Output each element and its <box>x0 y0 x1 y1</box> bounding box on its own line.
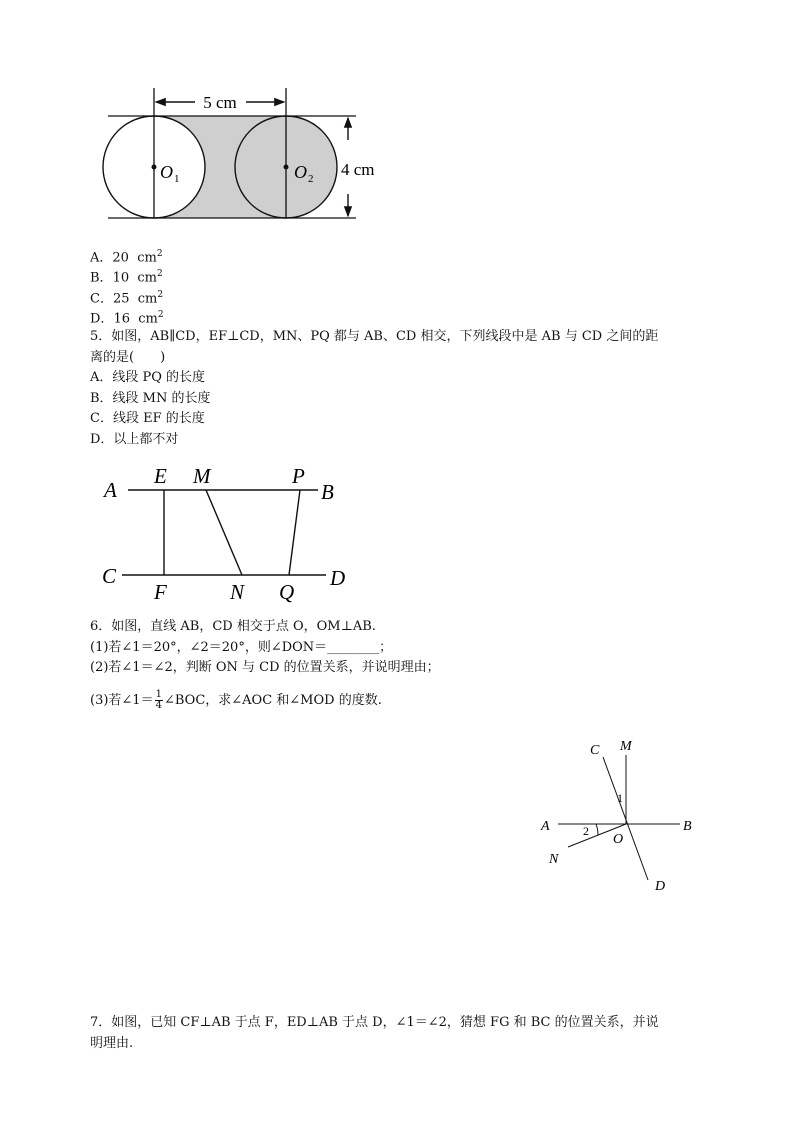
angle-1-label: 1 <box>617 791 623 805</box>
label-p: P <box>292 464 305 488</box>
q6-part3: (3)若∠1＝ $\frac{1}{4}$ ∠BOC，求∠AOC 和∠MOD 的度数. <box>90 689 382 711</box>
label-m: M <box>620 739 632 754</box>
label-c: C <box>590 743 600 758</box>
q4-option-b: B．10 $cm^2$ <box>90 269 163 286</box>
q6-stem: 6．如图，直线 AB，CD 相交于点 O，OM⊥AB. <box>90 619 376 634</box>
q4-option-a: A．20 $cm^2$ <box>90 249 163 266</box>
q4-option-c: C．25 $cm^2$ <box>90 290 164 307</box>
label-b: B <box>321 480 334 504</box>
label-o2-sub: 2 <box>308 173 314 185</box>
fraction-one-quarter: $\frac{1}{4}$ <box>155 689 162 711</box>
q4-option-d: D．16 $cm^2$ <box>90 310 164 327</box>
label-n: N <box>549 852 559 867</box>
label-o2: O <box>294 162 307 182</box>
q5-option-b: B．线段 MN 的长度 <box>90 391 211 406</box>
q5-option-a: A．线段 PQ 的长度 <box>90 370 206 385</box>
q5-stem-line1: 5．如图，AB∥CD，EF⊥CD，MN、PQ 都与 AB、CD 相交，下列线段中是 AB 与 CD 之间的距 <box>90 329 659 344</box>
q6-part2: (2)若∠1＝∠2，判断 ON 与 CD 的位置关系，并说明理由； <box>90 660 440 675</box>
q5-option-c: C．线段 EF 的长度 <box>90 411 205 426</box>
angle-2-label: 2 <box>583 824 589 838</box>
q6-part1: (1)若∠1＝20°，∠2＝20°，则∠DON＝________； <box>90 640 393 655</box>
width-label: 5 cm <box>203 93 237 112</box>
figure-circles <box>0 0 794 240</box>
label-o1: O <box>160 162 173 182</box>
q7-stem-line1: 7．如图，已知 CF⊥AB 于点 F，ED⊥AB 于点 D，∠1＝∠2，猜想 FG 和 BC 的位置关系，并说 <box>90 1015 659 1030</box>
label-m: M <box>193 464 211 488</box>
label-o: O <box>613 832 624 847</box>
label-q: Q <box>279 580 295 604</box>
q5-stem-line2: 离的是( ) <box>90 350 166 365</box>
q5-option-d: D．以上都不对 <box>90 432 179 447</box>
label-n: N <box>230 580 245 604</box>
label-b: B <box>683 819 692 834</box>
q7-stem-line2: 明理由. <box>90 1036 134 1051</box>
label-a: A <box>104 478 117 502</box>
label-e: E <box>154 464 167 488</box>
label-d: D <box>655 879 666 894</box>
label-o1-sub: 1 <box>174 173 180 185</box>
label-f: F <box>154 580 167 604</box>
height-label: 4 cm <box>341 160 375 179</box>
label-c: C <box>102 564 117 588</box>
label-a: A <box>541 819 550 834</box>
label-d: D <box>330 566 346 590</box>
figure-parallel-lines <box>0 455 794 615</box>
figure-intersecting-lines <box>0 735 794 905</box>
